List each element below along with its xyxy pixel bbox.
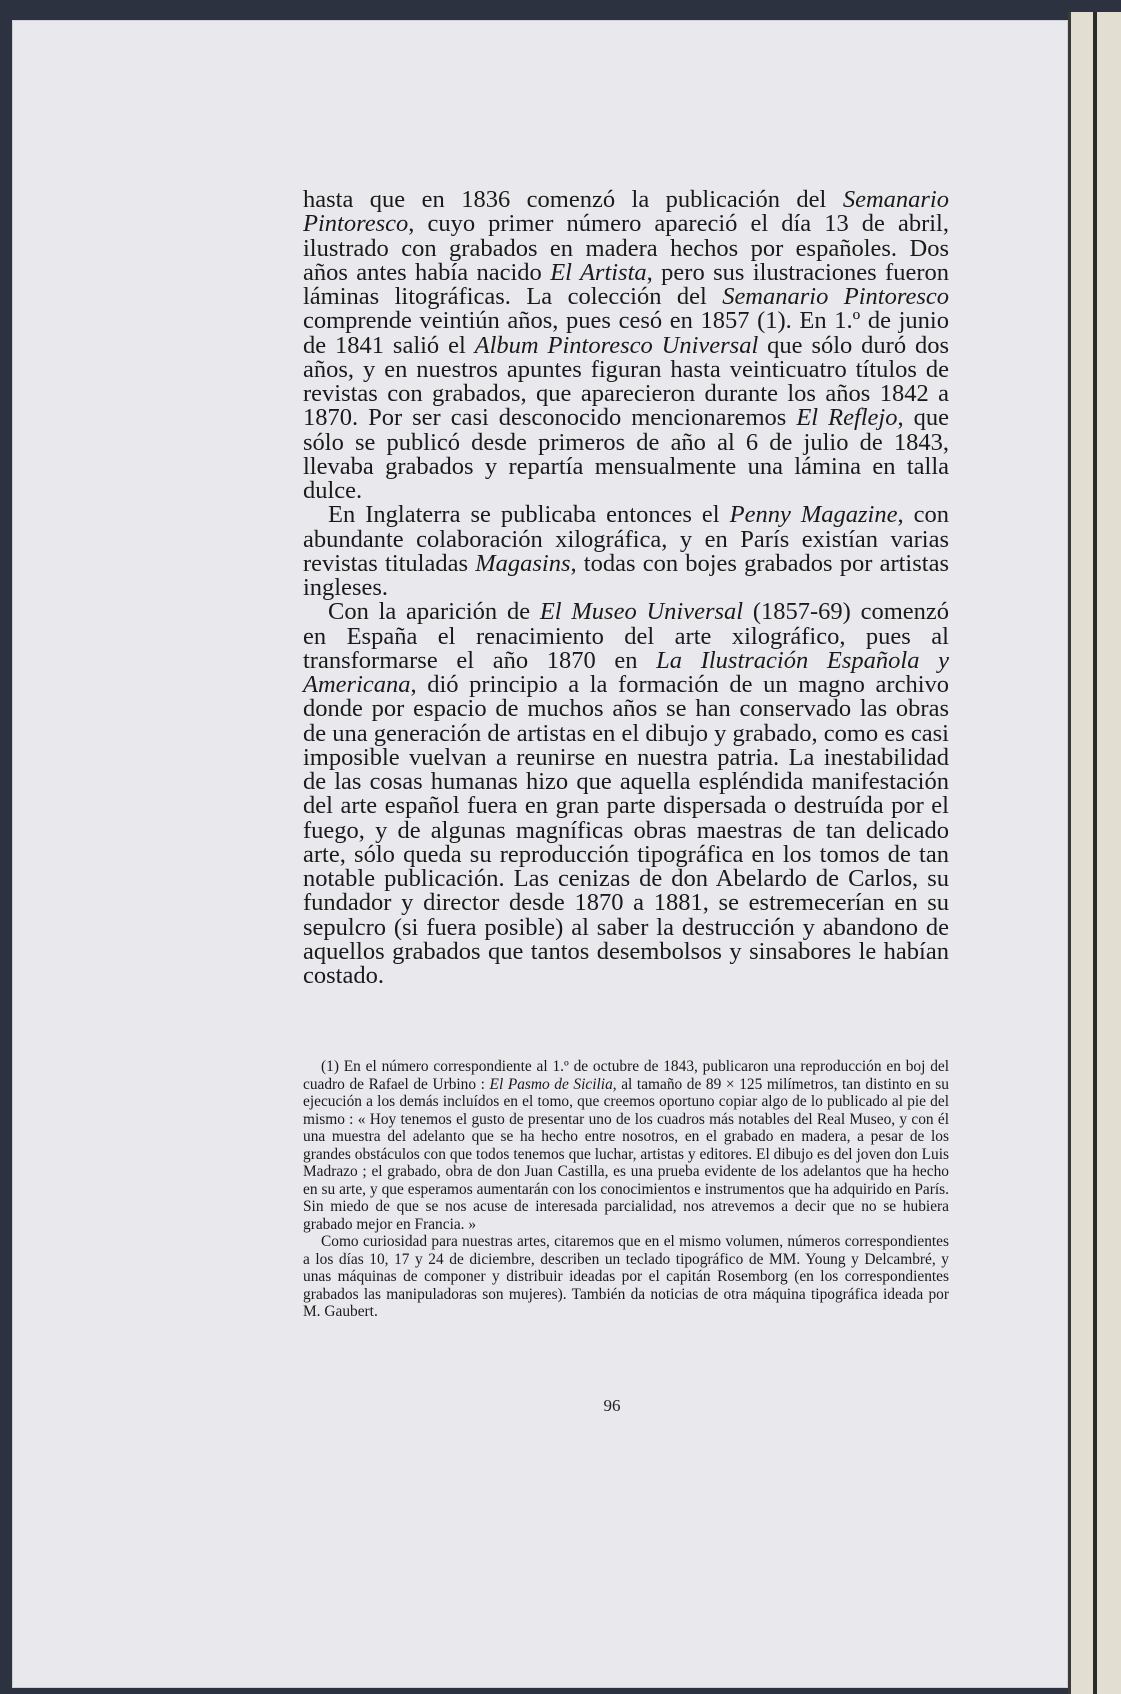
text-run: , al tamaño de 89 × 125 milímetros, tan distinto en su ejecución a los demás incluídos en el tomo, que creemos oportuno copiar algo de lo publicado al pie del mismo : « Hoy tenemos el gusto de presentar uno de los cuadros más notables del Real Museo, y con él una muestra del adelanto que se ha hecho entre nosotros, en el grabado en madera, a pesar de los grandes obstáculos con que todos tenemos que luchar, artistas y editores. El dibujo es del joven don Luis Madrazo ; el grabado, obra de don Juan Castilla, es una prueba evidente de los adelantos que ha hecho en su arte, y que esperamos aumentarán con los conocimientos e instrumentos que ha adquirido en París. Sin miedo de que se nos acuse de interesada parcialidad, nos atrevemos a decir que no se hubiera grabado mejor en Francia. » xyxy=(303,1075,949,1233)
italic-title: Magasins xyxy=(475,549,571,577)
page-edge xyxy=(1068,12,1121,1694)
italic-title: El Reflejo xyxy=(796,404,898,432)
page-number: 96 xyxy=(603,1396,621,1415)
text-run: , pero sus ilustraciones fueron láminas litográficas. La colección del xyxy=(303,258,949,310)
text-run: Como curiosidad para nuestras artes, citaremos que en el mismo volumen, números correspondientes a los días 10, 17 y 24 de diciembre, describen un teclado tipográfico de MM. Young y Delcambré, y unas máquinas de componer y distribuir ideadas por el capitán Rosemborg (en los correspondientes grabados las manipuladoras son mujeres). También da noticias de otra máquina tipográfica ideada por M. Gaubert. xyxy=(303,1233,949,1320)
text-run: , con abundante colaboración xilográfica, y en París existían varias revistas tituladas xyxy=(303,501,950,577)
text-run: , que sólo se publicó desde primeros de año al 6 de julio de 1843, llevaba grabados y repartía mensualmente una lámina en talla dulce. xyxy=(303,404,949,504)
italic-title: El Pasmo de Sicilia xyxy=(489,1075,613,1093)
italic-title: Penny Magazine xyxy=(729,501,898,529)
body-paragraph-2 xyxy=(303,503,949,600)
text-run: (1) En el número correspondiente al 1.º de octubre de 1843, publicaron una reproducción en boj del cuadro de Rafael de Urbino : xyxy=(303,1058,949,1093)
footnote-2 xyxy=(303,1233,949,1321)
footnote-1 xyxy=(303,1058,949,1233)
text-run: hasta que en 1836 comenzó la publicación del xyxy=(303,186,843,213)
main-text xyxy=(303,188,949,988)
text-run: , cuyo primer número apareció el día 13 de abril, ilustrado con grabados en madera hechos por españoles. Dos años antes había nacido xyxy=(303,210,949,286)
italic-title: Album Pintoresco Universal xyxy=(474,331,759,359)
text-run: comprende veintiún años, pues cesó en 1857 (1). En 1.º de junio de 1841 salió el xyxy=(303,307,949,359)
text-run: En Inglaterra se publicaba entonces el xyxy=(328,501,730,529)
text-run: , todas con bojes grabados por artistas ingleses. xyxy=(303,549,949,601)
italic-title: Semanario Pintoresco xyxy=(722,283,949,310)
text-run: Con la aparición de xyxy=(328,598,540,626)
italic-title: El Artista xyxy=(550,258,647,286)
body-paragraph-1 xyxy=(303,188,949,503)
body-paragraph-3 xyxy=(303,600,949,988)
text-run: que sólo duró dos años, y en nuestros apuntes figuran hasta veinticuatro títulos de revistas con grabados, que aparecieron durante los años 1842 a 1870. Por ser casi desconocido mencionaremos xyxy=(303,331,950,432)
text-run: (1857-69) comenzó en España el renacimiento del arte xilográfico, pues al transformarse el año 1870 en xyxy=(303,598,950,674)
italic-title: La Ilustración Española y Americana xyxy=(303,646,949,698)
footnotes xyxy=(303,1058,949,1321)
italic-title: Semanario Pintoresco xyxy=(303,186,949,238)
text-run: , dió principio a la formación de un magno archivo donde por espacio de muchos años se han conservado las obras de una generación de artistas en el dibujo y grabado, como es casi imposible vuelvan a reunirse en nuestra patria. La inestabilidad de las cosas humanas hizo que aquella espléndida manifestación del arte español fuera en gran parte dispersada o destruída por el fuego, y de algunas magníficas obras maestras de tan delicado arte, sólo queda su reproducción tipográfica en los tomos de tan notable publicación. Las cenizas de don Abelardo de Carlos, su fundador y director desde 1870 a 1881, se estremecerían en su sepulcro (si fuera posible) al saber la destrucción y abandono de aquellos grabados que tantos desembolsos y sinsabores le habían costado. xyxy=(303,671,949,989)
italic-title: El Museo Universal xyxy=(539,598,744,626)
book-page xyxy=(12,20,1068,1688)
